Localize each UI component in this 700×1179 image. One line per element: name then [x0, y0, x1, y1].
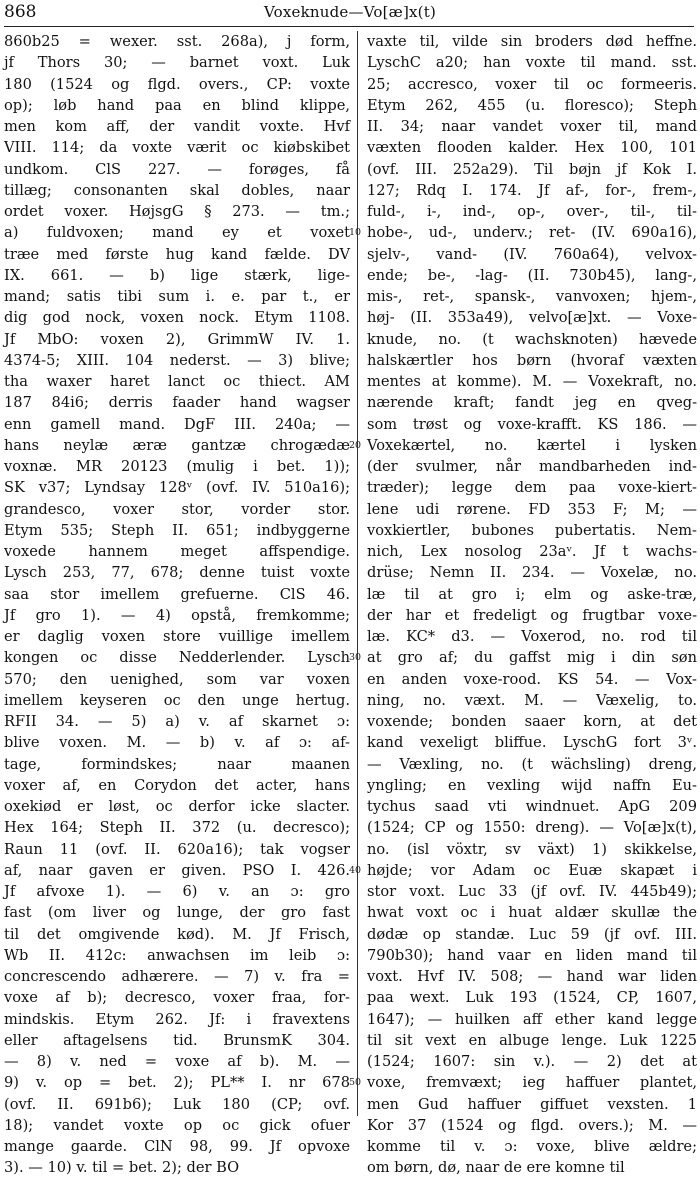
text-line: fast (om liver og lunge, der gro fast [4, 904, 350, 922]
text-line: kongen oc disse Nedderlender. Lysch [4, 649, 350, 667]
text-line: eller aftagelsens tid. BrunsmK 304. [4, 1031, 350, 1049]
text-line: sjelv-, vand- (IV. 760a64), velvox- [367, 245, 697, 263]
text-line: — 8) v. ned = voxe af b). M. — [4, 1053, 350, 1070]
text-line: (ovf. II. 691b6); Luk 180 (CP; ovf. [4, 1095, 350, 1113]
right-column [367, 31, 697, 1179]
text-line: Kor 37 (1524 og flgd. overs.); M. — [367, 1116, 697, 1134]
text-line: undkom. ClS 227. — forøges, få [4, 160, 350, 178]
text-line: imellem keyseren oc den unge hertug. [4, 691, 350, 709]
line-number: 40 [349, 864, 362, 876]
text-line: voxer af, en Corydon det acter, hans [4, 776, 350, 794]
text-line: voxnæ. MR 20123 (mulig i bet. 1)); [4, 458, 350, 475]
text-line: men Gud haffuer giffuet vexsten. 1 [367, 1095, 697, 1113]
text-line: Etym 262, 455 (u. floresco); Steph [367, 96, 697, 114]
page-header [0, 0, 700, 28]
text-line: voxt. Hvf IV. 508; — hand war liden [367, 968, 697, 985]
text-line: læ. KC* d3. — Voxerod, no. rod til [367, 628, 697, 645]
text-line: mange gaarde. ClN 98, 99. Jf opvoxe [4, 1138, 350, 1155]
text-line: mentes at komme). M. — Voxekraft, no. [367, 373, 697, 390]
text-line: om børn, dø, naar de ere komne til [367, 1159, 625, 1177]
text-line: læ til at gro i; elm og aske-træ, [367, 585, 697, 603]
text-line: 570; den uenighed, som var voxen [4, 670, 350, 688]
text-line: SK v37; Lyndsay 128ᵛ (ovf. IV. 510a16); [4, 479, 350, 497]
text-line: blive voxen. M. — b) v. af ɔ: af- [4, 734, 350, 752]
text-line: IX. 661. — b) lige stærk, lige- [4, 266, 350, 284]
text-line: mand; satis tibi sum i. e. par t., er [4, 288, 350, 305]
text-line: lene udi rørene. FD 353 F; M; — [367, 500, 697, 518]
header-rule [4, 26, 694, 27]
text-line: 187 84i6; derris faader hand wagser [4, 394, 350, 412]
text-line: nich, Lex nosolog 23aᵛ. Jf t wachs- [367, 543, 697, 560]
text-line: fuld-, i-, ind-, op-, over-, til-, til- [367, 203, 697, 220]
text-line: vaxte til, vilde sin broders død heffne. [367, 33, 697, 50]
text-line: Jf afvoxe 1). — 6) v. an ɔ: gro [4, 883, 350, 900]
line-number: 30 [349, 652, 362, 664]
text-line: dig god nock, voxen nock. Etym 1108. [4, 309, 350, 327]
text-line: 4374-5; XIII. 104 nederst. — 3) blive; [4, 351, 350, 369]
text-line: hobe-, ud-, underv.; ret- (IV. 690a16), [367, 224, 697, 242]
text-line: a) fuldvoxen; mand ey et voxet [4, 224, 350, 242]
text-line: tychus saad vti windnuet. ApG 209 [367, 798, 697, 815]
text-line: voxkiertler, bubones pubertatis. Nem- [367, 521, 697, 539]
left-column [4, 31, 350, 1179]
text-line: drüse; Nemn II. 234. — Voxelæ, no. [367, 564, 697, 582]
text-line: Lysch 253, 77, 678; denne tuist voxte [4, 564, 350, 582]
text-line: hans neylæ æræ gantzæ chrogædæ [4, 436, 350, 454]
text-line: træder); legge dem paa voxe-kiert- [367, 479, 697, 497]
text-line: dødæ op standæ. Luc 59 (jf ovf. III. [367, 925, 697, 943]
text-line: højde; vor Adam oc Euæ skapæt i [367, 861, 697, 879]
text-line: 127; Rdq I. 174. Jf af-, for-, frem-, [367, 181, 697, 199]
text-line: saa stor imellem grefuerne. ClS 46. [4, 585, 350, 603]
text-line: II. 34; naar vandet voxer til, mand [367, 118, 697, 135]
text-line: 860b25 = wexer. sst. 268a), j form, [4, 33, 350, 50]
text-line: concrescendo adhærere. — 7) v. fra = [4, 968, 350, 985]
text-line: er daglig voxen store vuillige imellem [4, 628, 350, 645]
text-line: kand vexeligt bliffue. LyschG fort 3ᵛ. [367, 734, 697, 752]
text-line: mis-, ret-, spansk-, vanvoxen; hjem-, [367, 288, 697, 305]
text-line: voxe, fremvæxt; ieg haffuer plantet, [367, 1074, 697, 1092]
text-line: tage, formindskes; naar maanen [4, 755, 350, 773]
text-line: voxede hannem meget affspendige. [4, 543, 350, 560]
text-line: komme til v. ɔ: voxe, blive ældre; [367, 1138, 697, 1155]
text-line: no. (isl vöxtr, sv växt) 1) skikkelse, [367, 840, 697, 858]
text-line: til det omgivende kød). M. Jf Frisch, [4, 925, 350, 943]
text-line: nærende kraft; fandt jeg en qveg- [367, 394, 697, 412]
text-line: voxende; bonden saaer korn, at det [367, 713, 697, 730]
text-line: men kom aff, der vandit voxte. Hvf [4, 118, 350, 135]
text-line: 1647); — huilken aff ether kand legge [367, 1010, 697, 1028]
text-line: paa wext. Luk 193 (1524, CP, 1607, [367, 989, 697, 1007]
text-line: op); løb hand paa en blind klippe, [4, 96, 350, 114]
text-line: hwat voxt oc i huat aldær skullæ the [367, 904, 697, 922]
text-line: voxe af b); decresco, voxer fraa, for- [4, 989, 350, 1007]
text-line: 25; accresco, voxer til oc formeeris. [367, 75, 697, 93]
text-line: stor voxt. Luc 33 (jf ovf. IV. 445b49); [367, 883, 697, 900]
text-line: VIII. 114; da voxte værit oc kiøbskibet [4, 139, 350, 157]
text-line: 9) v. op = bet. 2); PL** I. nr 678 [4, 1074, 350, 1092]
text-line: grandesco, voxer stor, vorder stor. [4, 500, 350, 518]
line-number: 50 [349, 1077, 362, 1089]
text-line: ning, no. væxt. M. — Væxelig, to. [367, 691, 697, 709]
page-number: 868 [4, 2, 37, 22]
text-line: tha waxer haret lanct oc thiect. AM [4, 373, 350, 390]
text-line: 18); vandet voxte op oc gick ofuer [4, 1116, 350, 1134]
text-line: til sit vext en albuge lenge. Luk 1225 [367, 1031, 697, 1049]
text-line: mindskis. Etym 262. Jf: i fravextens [4, 1010, 350, 1028]
text-line: oxekiød er løst, oc derfor icke slacter. [4, 798, 350, 815]
text-line: — Væxling, no. (t wächsling) dreng, [367, 755, 697, 773]
text-line: som trøst og voxe-krafft. KS 186. — [367, 415, 697, 433]
line-number: 10 [349, 227, 362, 239]
text-line: Hex 164; Steph II. 372 (u. decresco); [4, 819, 350, 837]
text-line: Raun 11 (ovf. II. 620a16); tak vogser [4, 840, 350, 858]
text-line: Etym 535; Steph II. 651; indbyggerne [4, 521, 350, 539]
running-head: Voxeknude—Vo[æ]x(t) [264, 3, 436, 21]
text-line: (1524; CP og 1550: dreng). — Vo[æ]x(t), [367, 819, 697, 837]
text-line: træe med første hug kand fælde. DV [4, 245, 350, 263]
text-line: (ovf. III. 252a29). Til bøjn jf Kok I. [367, 160, 697, 178]
text-line: 790b30); hand vaar en liden mand til [367, 946, 697, 964]
text-line: væxten flooden kalder. Hex 100, 101 [367, 139, 697, 157]
text-line: en anden voxe-rood. KS 54. — Vox- [367, 670, 697, 688]
text-line: (der svulmer, når mandbarheden ind- [367, 458, 697, 475]
text-line: af, naar gaven er given. PSO I. 426. [4, 861, 350, 879]
text-line: høj- (II. 353a49), velvo[æ]xt. — Voxe- [367, 309, 697, 327]
text-line: der har et fredeligt og frugtbar voxe- [367, 606, 697, 624]
text-line: tillæg; consonanten skal dobles, naar [4, 181, 350, 199]
column-divider [357, 31, 358, 1116]
text-line: ordet voxer. HøjsgG § 273. — tm.; [4, 203, 350, 220]
text-line: enn gamell mand. DgF III. 240a; — [4, 415, 350, 433]
text-line: Jf MbO: voxen 2), GrimmW IV. 1. [4, 330, 350, 348]
text-line: 3). — 10) v. til = bet. 2); der BO [4, 1159, 240, 1177]
text-line: Voxekærtel, no. kærtel i lysken [367, 436, 697, 454]
text-line: knude, no. (t wachsknoten) hævede [367, 330, 697, 348]
line-number: 20 [349, 439, 362, 451]
text-line: LyschC a20; han voxte til mand. sst. [367, 54, 697, 72]
text-line: RFII 34. — 5) a) v. af skarnet ɔ: [4, 713, 350, 730]
text-line: yngling; en vexling wijd naffn Eu- [367, 776, 697, 794]
text-line: (1524; 1607: sin v.). — 2) det at [367, 1053, 697, 1070]
text-line: Wb II. 412c: anwachsen im leib ɔ: [4, 946, 350, 964]
text-line: 180 (1524 og flgd. overs., CP: voxte [4, 75, 350, 93]
text-line: jf Thors 30; — barnet voxt. Luk [4, 54, 350, 72]
text-line: at gro af; du gaffst mig i din søn [367, 649, 697, 667]
text-line: ende; be-, -lag- (II. 730b45), lang-, [367, 266, 697, 284]
text-line: halskærtler hos børn (hvoraf væxten [367, 351, 697, 369]
text-line: Jf gro 1). — 4) opstå, fremkomme; [4, 606, 350, 624]
